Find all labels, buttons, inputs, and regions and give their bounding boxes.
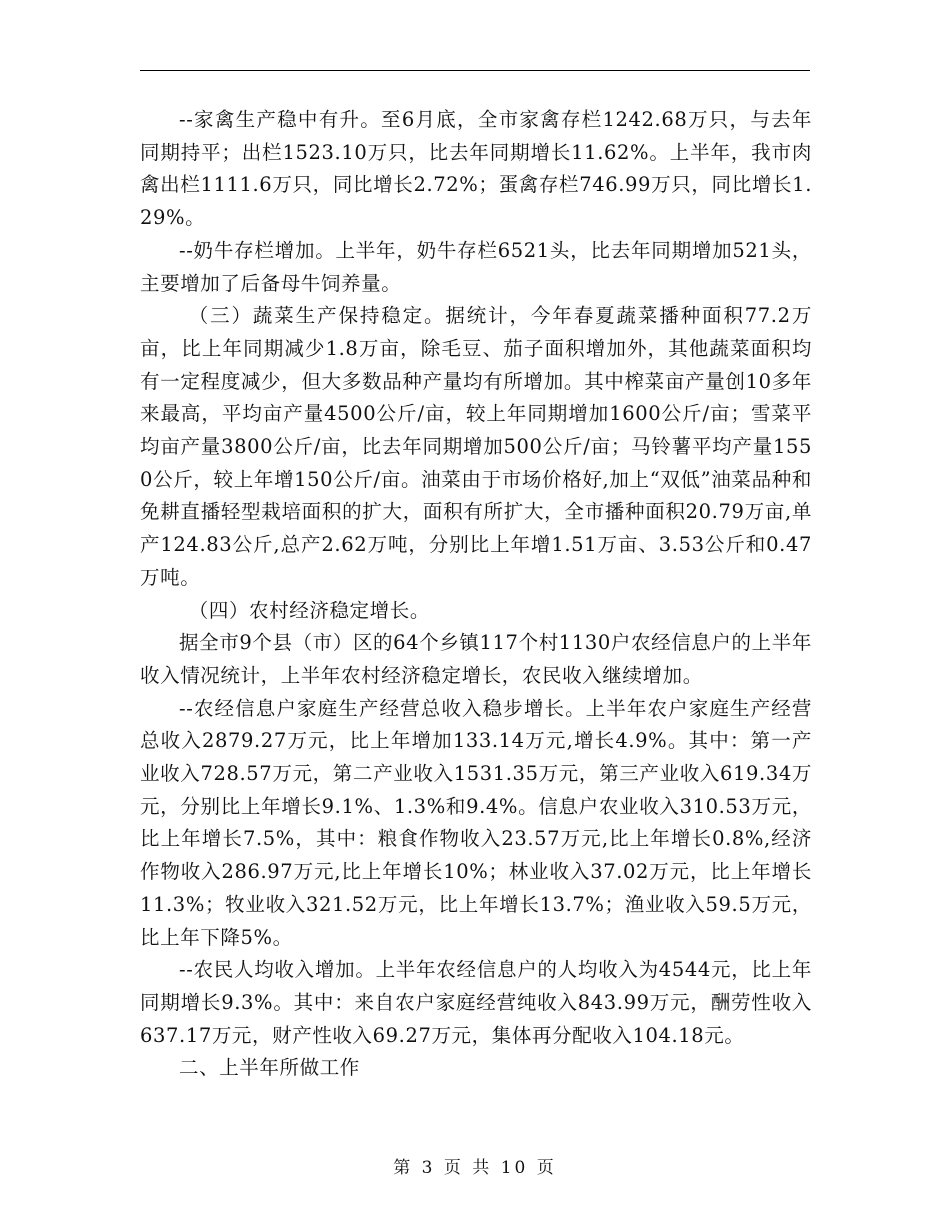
paragraph-poultry: --家禽生产稳中有升。至6月底，全市家禽存栏1242.68万只，与去年同期持平；出栏1523.10万只，比去年同期增长11.62%。上半年，我市肉禽出栏1111.6万只，同比增长2.72%；蛋禽存栏746.99万只，同比增长1.29%。 — [140, 108, 812, 230]
document-body — [140, 104, 812, 1085]
paragraph-household-income: --农经信息户家庭生产经营总收入稳步增长。上半年农户家庭生产经营总收入2879.27万元，比上年增加133.14万元,增长4.9%。其中：第一产业收入728.57万元，第二产业收入1531.35万元，第三产业收入619.34万元，分别比上年增长9.1%、1.3%和9.4%。信息户农业收入310.53万元，比上年增长7.5%，其中：粮食作物收入23.57万元,比上年增长0.8%,经济作物收入286.97万元,比上年增长10%；林业收入37.02万元，比上年增长11.3%；牧业收入321.52万元，比上年增长13.7%；渔业收入59.5万元，比上年下降5%。 — [140, 696, 812, 949]
page-footer: 第 3 页 共 10 页 — [393, 1158, 557, 1178]
paragraph-vegetables: （三）蔬菜生产保持稳定。据统计，今年春夏蔬菜播种面积77.2万亩，比上年同期减少1.8万亩，除毛豆、茄子面积增加外，其他蔬菜面积均有一定程度减少，但大多数品种产量均有所增加。其中榨菜亩产量创10多年来最高，平均亩产量4500公斤/亩，较上年同期增加1600公斤/亩；雪菜平均亩产量3800公斤/亩，比去年同期增加500公斤/亩；马铃薯平均产量1550公斤，较上年增150公斤/亩。油菜由于市场价格好,加上“双低”油菜品种和免耕直播轻型栽培面积的扩大，面积有所扩大，全市播种面积20.79万亩,单产124.83公斤,总产2.62万吨，分别比上年增1.51万亩、3.53公斤和0.47万吨。 — [140, 304, 812, 589]
section-heading-work-done: 二、上半年所做工作 — [179, 1056, 360, 1080]
paragraph-dairy: --奶牛存栏增加。上半年，奶牛存栏6521头，比去年同期增加521头，主要增加了后备母牛饲养量。 — [140, 238, 812, 295]
section-heading-rural-economy: （四）农村经济稳定增长。 — [188, 598, 430, 622]
header-rule — [140, 70, 810, 71]
paragraph-per-capita-income: --农民人均收入增加。上半年农经信息户的人均收入为4544元，比上年同期增长9.3%。其中：来自农户家庭经营纯收入843.99万元，酬劳性收入637.17万元，财产性收入69.27万元，集体再分配收入104.18元。 — [140, 958, 812, 1047]
paragraph-survey: 据全市9个县（市）区的64个乡镇117个村1130户农经信息户的上半年收入情况统计，上半年农村经济稳定增长，农民收入继续增加。 — [140, 631, 812, 687]
